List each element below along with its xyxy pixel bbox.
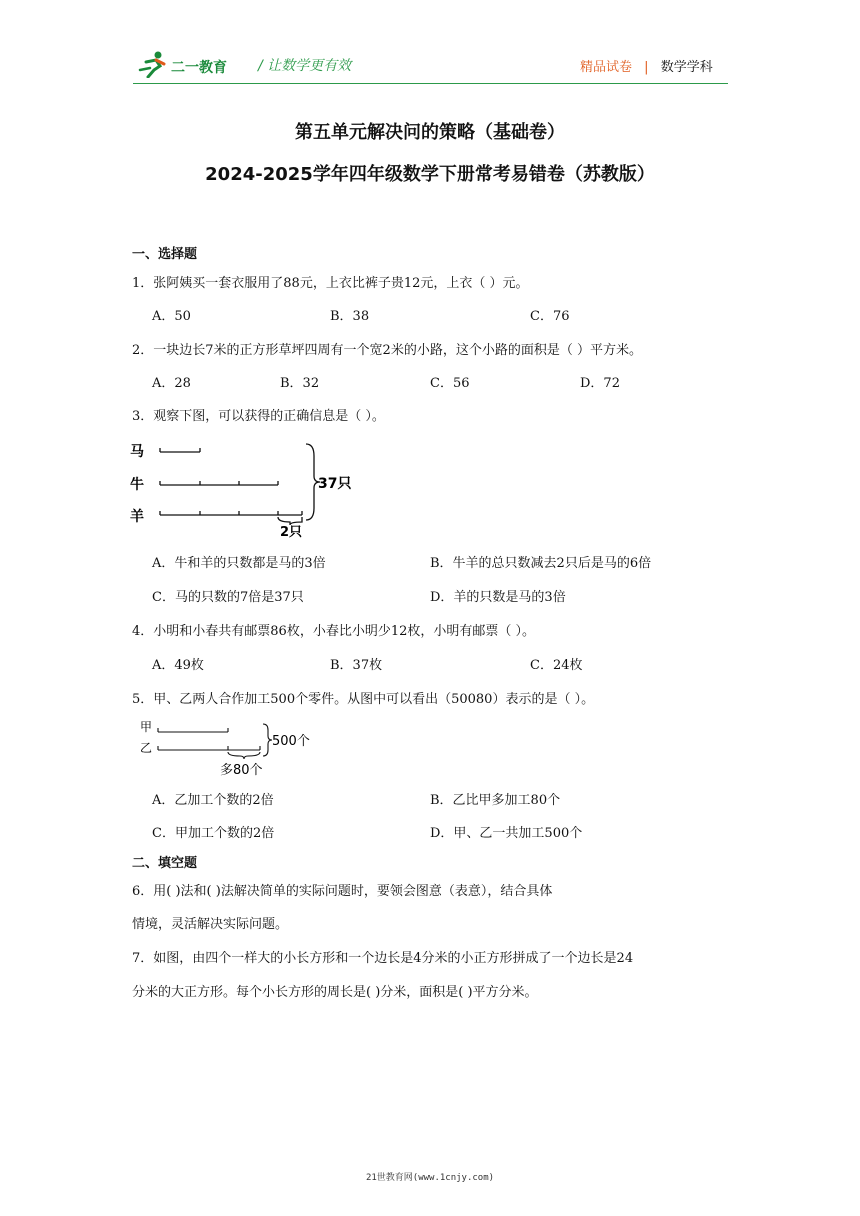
q1-option-a: A．50: [152, 309, 191, 324]
q2-option-a: A．28: [152, 376, 191, 391]
q4-option-b: B．37枚: [330, 658, 383, 673]
q5-option-d: D．甲、乙一共加工500个: [430, 826, 583, 841]
q3-line-diagram: [130, 436, 380, 540]
q4-option-a: A．49枚: [152, 658, 204, 673]
q3-option-d: D．羊的只数是马的3倍: [430, 590, 566, 605]
question-6-line2: 情境，灵活解决实际问题。: [132, 917, 289, 932]
question-3: 3．观察下图，可以获得的正确信息是（ ）。: [132, 409, 385, 424]
footer-source: 21世教育网(www.1cnjy.com): [365, 1173, 495, 1183]
q5-line-diagram: [140, 716, 330, 780]
q5-brace: [263, 724, 272, 756]
q5-label-jia: 甲: [140, 720, 153, 734]
page-title: 第五单元解决问的策略（基础卷）: [295, 122, 565, 143]
q3-label-horse: 马: [130, 444, 144, 460]
section-heading-choice: 一、选择题: [132, 247, 198, 262]
q1-option-b: B．38: [330, 309, 370, 324]
question-1: 1．张阿姨买一套衣服用了88元，上衣比裤子贵12元，上衣（ ）元。: [132, 276, 529, 291]
q2-option-c: C．56: [430, 376, 470, 391]
question-4: 4．小明和小春共有邮票86枚，小春比小明少12枚，小明有邮票（ ）。: [132, 624, 535, 639]
q1-option-c: C．76: [530, 309, 570, 324]
section-heading-fill: 二、填空题: [132, 856, 198, 871]
q3-bar-cow: [160, 481, 278, 485]
tag-premium: 精品试卷: [580, 60, 633, 75]
q3-total-label: 37只: [318, 476, 352, 492]
brand-name: 二一教育: [171, 60, 227, 76]
question-2: 2．一块边长7米的正方形草坪四周有一个宽2米的小路，这个小路的面积是（ ）平方米。: [132, 343, 642, 358]
q3-extra-label: 2只: [280, 525, 303, 540]
q3-bar-sheep: [160, 511, 302, 525]
q5-option-b: B．乙比甲多加工80个: [430, 793, 561, 808]
q3-option-b: B．牛羊的总只数减去2只后是马的6倍: [430, 556, 652, 571]
question-5: 5．甲、乙两人合作加工500个零件。从图中可以看出（50080）表示的是（ ）。: [132, 692, 595, 707]
q5-extra-label: 多80个: [220, 763, 263, 778]
slogan: / 让数学更有效: [258, 58, 352, 74]
q2-option-d: D．72: [580, 376, 620, 391]
q2-option-b: B．32: [280, 376, 320, 391]
tag-separator: |: [644, 60, 649, 75]
q3-label-sheep: 羊: [130, 509, 144, 525]
header-tags: [580, 56, 713, 75]
q5-option-c: C．甲加工个数的2倍: [152, 826, 275, 841]
header-divider: [133, 83, 728, 84]
q3-label-cow: 牛: [130, 477, 144, 493]
q3-option-a: A．牛和羊的只数都是马的3倍: [152, 556, 326, 571]
q3-bar-horse: [160, 448, 200, 452]
q5-total-label: 500个: [272, 734, 310, 749]
q5-option-a: A．乙加工个数的2倍: [152, 793, 274, 808]
question-7-line1: 7．如图，由四个一样大的小长方形和一个边长是4分米的小正方形拼成了一个边长是24: [132, 951, 634, 966]
q3-option-c: C．马的只数的7倍是37只: [152, 590, 304, 605]
runner-icon: [138, 50, 170, 78]
q5-bar-yi: [158, 746, 260, 759]
q5-label-yi: 乙: [140, 741, 153, 755]
q4-option-c: C．24枚: [530, 658, 583, 673]
page-subtitle: 2024-2025学年四年级数学下册常考易错卷（苏教版）: [205, 164, 655, 185]
question-7-line2: 分米的大正方形。每个小长方形的周长是( )分米，面积是( )平方分米。: [132, 985, 538, 1000]
tag-subject: 数学学科: [660, 60, 713, 75]
q5-bar-jia: [158, 728, 228, 732]
question-6-line1: 6．用( )法和( )法解决简单的实际问题时，要领会图意（表意），结合具体: [132, 884, 553, 899]
